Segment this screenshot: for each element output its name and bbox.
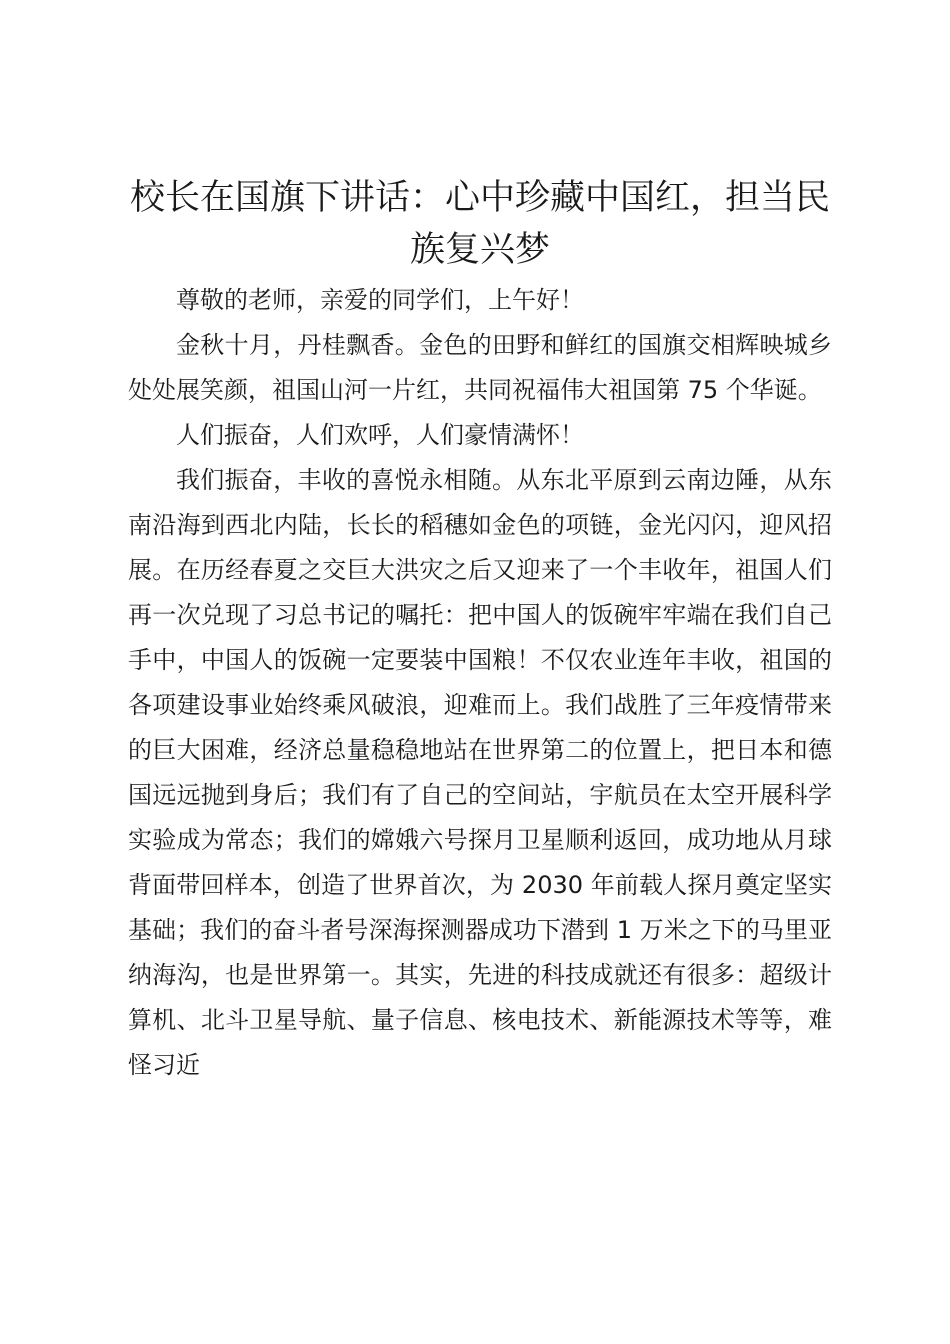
document-page [128, 172, 832, 1088]
document-title: 校长在国旗下讲话：心中珍藏中国红，担当民族复兴梦 [129, 178, 830, 270]
paragraph-greeting: 尊敬的老师，亲爱的同学们，上午好！ [176, 286, 584, 314]
paragraph-golden-autumn: 金秋十月，丹桂飘香。金色的田野和鲜红的国旗交相辉映城乡处处展笑颜，祖国山河一片红，共同祝福伟大祖国第 75 个华诞。 [128, 331, 832, 404]
paragraph-achievements: 我们振奋，丰收的喜悦永相随。从东北平原到云南边陲，从东南沿海到西北内陆，长长的稻穗如金色的项链，金光闪闪，迎风招展。在历经春夏之交巨大洪灾之后又迎来了一个丰收年，祖国人们再一次兑现了习总书记的嘱托：把中国人的饭碗牢牢端在我们自己手中，中国人的饭碗一定要装中国粮！不仅农业连年丰收，祖国的各项建设事业始终乘风破浪，迎难而上。我们战胜了三年疫情带来的巨大困难，经济总量稳稳地站在世界第二的位置上，把日本和德国远远抛到身后；我们有了自己的空间站，宇航员在太空开展科学实验成为常态；我们的嫦娥六号探月卫星顺利返回，成功地从月球背面带回样本，创造了世界首次，为 2030 年前载人探月奠定坚实基础；我们的奋斗者号深海探测器成功下潜到 1 万米之下的马里亚纳海沟，也是世界第一。其实，先进的科技成就还有很多：超级计算机、北斗卫星导航、量子信息、核电技术、新能源技术等等，难怪习近 [128, 466, 832, 1079]
paragraph-people-cheer: 人们振奋，人们欢呼，人们豪情满怀！ [176, 421, 584, 449]
